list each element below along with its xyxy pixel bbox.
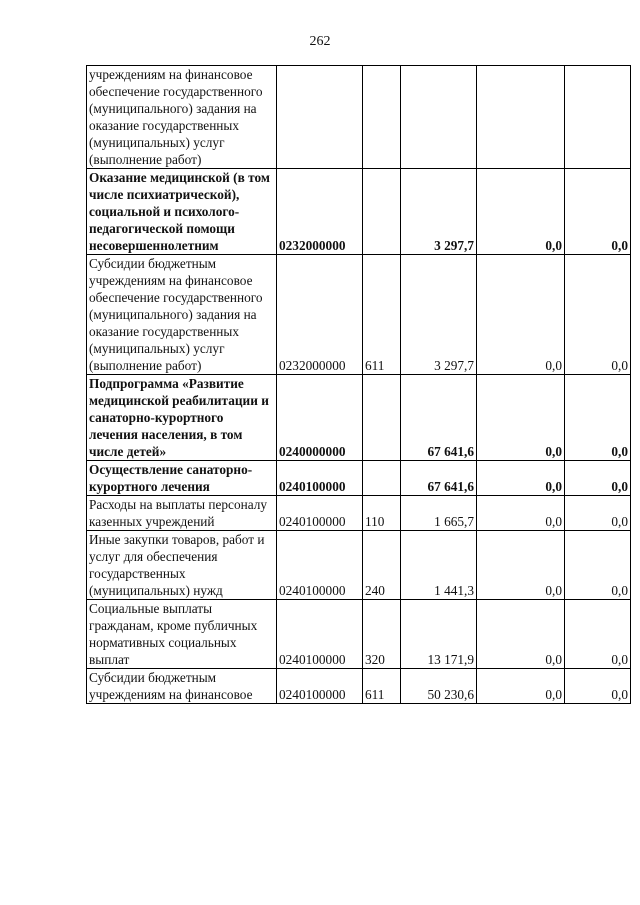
row-name-cell: Расходы на выплаты персоналу казенных учреждений — [87, 496, 277, 531]
amount-year2-cell: 0,0 — [477, 169, 565, 255]
amount-year2-cell: 0,0 — [477, 461, 565, 496]
amount-year3-cell: 0,0 — [565, 169, 631, 255]
amount-year2-cell: 0,0 — [477, 375, 565, 461]
row-name-cell: Субсидии бюджетным учреждениям на финансовое — [87, 669, 277, 704]
table-row — [87, 66, 631, 169]
amount-year3-cell: 0,0 — [565, 669, 631, 704]
expense-type-cell — [363, 375, 401, 461]
expense-type-cell: 320 — [363, 600, 401, 669]
amount-cell: 1 665,7 — [401, 496, 477, 531]
budget-table-body — [87, 66, 631, 704]
table-row — [87, 669, 631, 704]
amount-cell: 13 171,9 — [401, 600, 477, 669]
row-name-cell: Подпрограмма «Развитие медицинской реабилитации и санаторно-курортного лечения населения, в том числе детей» — [87, 375, 277, 461]
expense-type-cell: 611 — [363, 669, 401, 704]
table-row — [87, 531, 631, 600]
row-name-cell: Иные закупки товаров, работ и услуг для обеспечения государственных (муниципальных) нужд — [87, 531, 277, 600]
amount-year3-cell: 0,0 — [565, 461, 631, 496]
expense-type-cell: 240 — [363, 531, 401, 600]
budget-table — [86, 65, 631, 704]
target-article-code-cell: 0232000000 — [277, 169, 363, 255]
amount-cell: 50 230,6 — [401, 669, 477, 704]
target-article-code-cell: 0240100000 — [277, 496, 363, 531]
amount-year3-cell: 0,0 — [565, 600, 631, 669]
amount-year2-cell: 0,0 — [477, 531, 565, 600]
row-name-cell: Оказание медицинской (в том числе психиатрической), социальной и психолого-педагогической помощи несовершеннолетним — [87, 169, 277, 255]
expense-type-cell — [363, 169, 401, 255]
table-row — [87, 600, 631, 669]
amount-cell: 1 441,3 — [401, 531, 477, 600]
table-row — [87, 496, 631, 531]
amount-year3-cell: 0,0 — [565, 255, 631, 375]
expense-type-cell — [363, 66, 401, 169]
amount-year2-cell: 0,0 — [477, 496, 565, 531]
amount-year2-cell: 0,0 — [477, 255, 565, 375]
row-name-cell: учреждениям на финансовое обеспечение государственного (муниципального) задания на оказание государственных (муниципальных) услуг (выполнение работ) — [87, 66, 277, 169]
amount-year2-cell: 0,0 — [477, 600, 565, 669]
amount-cell: 3 297,7 — [401, 255, 477, 375]
target-article-code-cell: 0240100000 — [277, 531, 363, 600]
amount-cell — [401, 66, 477, 169]
amount-year3-cell: 0,0 — [565, 375, 631, 461]
target-article-code-cell: 0240100000 — [277, 461, 363, 496]
target-article-code-cell — [277, 66, 363, 169]
row-name-cell: Осуществление санаторно-курортного лечения — [87, 461, 277, 496]
expense-type-cell — [363, 461, 401, 496]
table-row — [87, 255, 631, 375]
page-number: 262 — [309, 34, 331, 49]
amount-year3-cell — [565, 66, 631, 169]
amount-cell: 67 641,6 — [401, 461, 477, 496]
amount-year2-cell: 0,0 — [477, 669, 565, 704]
expense-type-cell: 611 — [363, 255, 401, 375]
amount-year2-cell — [477, 66, 565, 169]
amount-cell: 67 641,6 — [401, 375, 477, 461]
table-row — [87, 375, 631, 461]
expense-type-cell: 110 — [363, 496, 401, 531]
amount-year3-cell: 0,0 — [565, 531, 631, 600]
target-article-code-cell: 0240000000 — [277, 375, 363, 461]
target-article-code-cell: 0232000000 — [277, 255, 363, 375]
table-row — [87, 169, 631, 255]
row-name-cell: Субсидии бюджетным учреждениям на финансовое обеспечение государственного (муниципального) задания на оказание государственных (муниципальных) услуг (выполнение работ) — [87, 255, 277, 375]
target-article-code-cell: 0240100000 — [277, 600, 363, 669]
amount-year3-cell: 0,0 — [565, 496, 631, 531]
row-name-cell: Социальные выплаты гражданам, кроме публичных нормативных социальных выплат — [87, 600, 277, 669]
amount-cell: 3 297,7 — [401, 169, 477, 255]
target-article-code-cell: 0240100000 — [277, 669, 363, 704]
table-row — [87, 461, 631, 496]
